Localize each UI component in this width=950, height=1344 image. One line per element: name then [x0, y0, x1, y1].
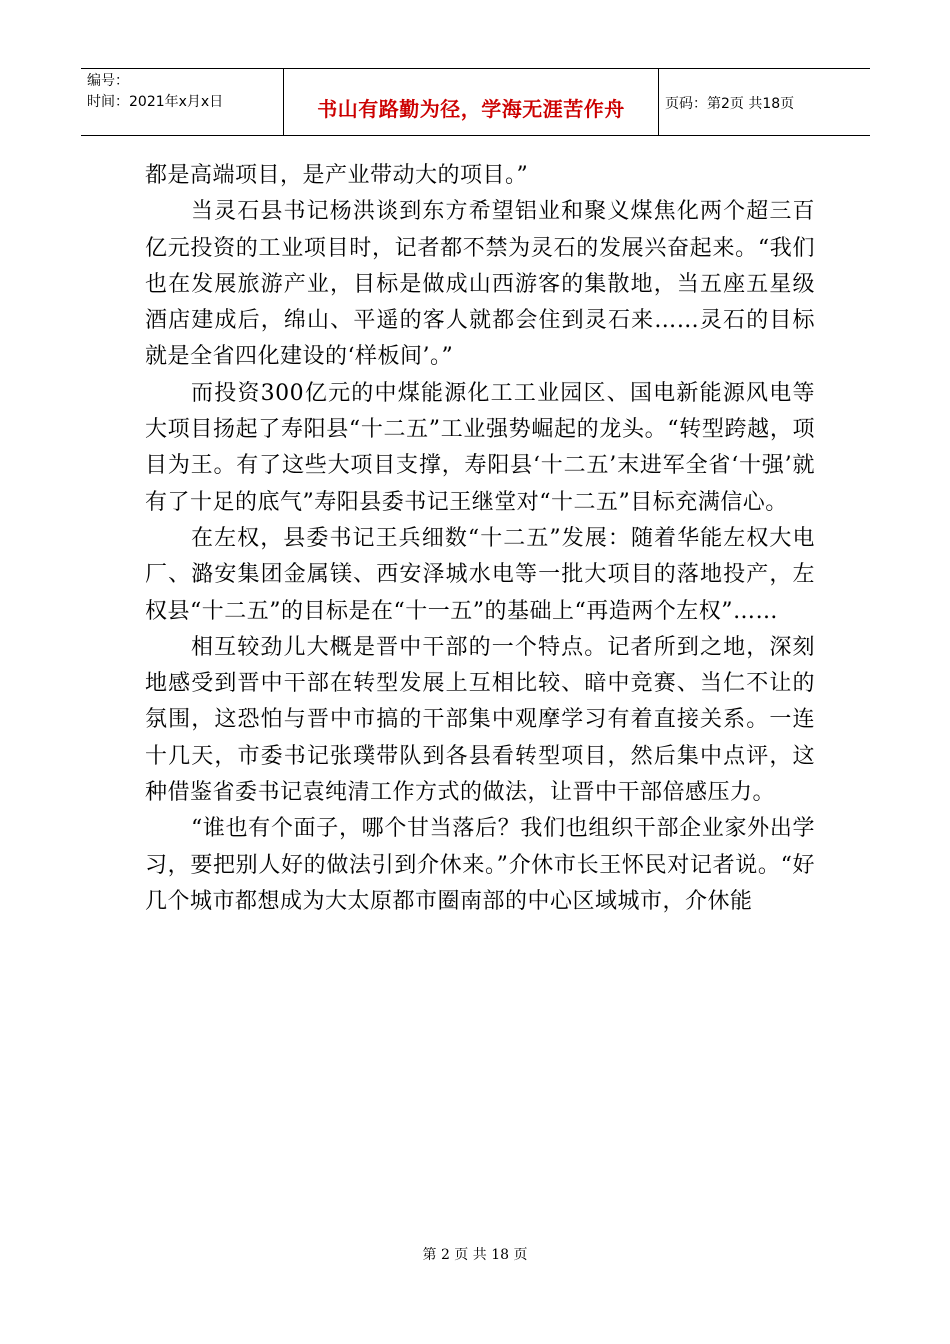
document-date-label: 时间：2021年x月x日: [87, 94, 224, 110]
paragraph: 在左权，县委书记王兵细数“十二五”发展：随着华能左权大电厂、潞安集团金属镁、西安泽城水电等一批大项目的落地投产，左权县“十二五”的目标是在“十一五”的基础上“再造两个左权”……: [145, 525, 815, 624]
header-page-code: 页码：第2页 共18页: [665, 96, 795, 112]
header-info-cell: [81, 69, 284, 135]
paragraph-continuation: 都是高端项目，是产业带动大的项目。”: [145, 163, 529, 188]
page-footer: 第 2 页 共 18 页: [422, 1247, 528, 1263]
paragraph: 而投资300亿元的中煤能源化工工业园区、国电新能源风电等大项目扬起了寿阳县“十二五”工业强势崛起的龙头。“转型跨越，项目为王。有了这些大项目支撑，寿阳县‘十二五’末进军全省‘十强’就有了十足的底气”寿阳县委书记王继堂对“十二五”目标充满信心。: [145, 380, 815, 515]
paragraph: “谁也有个面子，哪个甘当落后？我们也组织干部企业家外出学习，要把别人好的做法引到介休来。”介休市长王怀民对记者说。“好几个城市都想成为大太原都市圈南部的中心区域城市，介休能: [145, 816, 815, 914]
document-body: [145, 158, 815, 920]
paragraph: 相互较劲儿大概是晋中干部的一个特点。记者所到之地，深刻地感受到晋中干部在转型发展上互相比较、暗中竞赛、当仁不让的氛围，这恐怕与晋中市搞的干部集中观摩学习有着直接关系。一连十几天，市委书记张璞带队到各县看转型项目，然后集中点评，这种借鉴省委书记袁纯清工作方式的做法，让晋中干部倍感压力。: [145, 634, 815, 806]
header-motto-cell: [284, 69, 659, 135]
paragraph: 当灵石县书记杨洪谈到东方希望铝业和聚义煤焦化两个超三百亿元投资的工业项目时，记者都不禁为灵石的发展兴奋起来。“我们也在发展旅游产业，目标是做成山西游客的集散地，当五座五星级酒店建成后，绵山、平遥的客人就都会住到灵石来……灵石的目标就是全省四化建设的‘样板间’。”: [145, 199, 815, 370]
header-motto: 书山有路勤为径，学海无涯苦作舟: [317, 97, 625, 121]
document-header: [81, 68, 870, 136]
header-page-cell: [659, 69, 870, 135]
document-number-label: 编号：: [87, 73, 129, 89]
